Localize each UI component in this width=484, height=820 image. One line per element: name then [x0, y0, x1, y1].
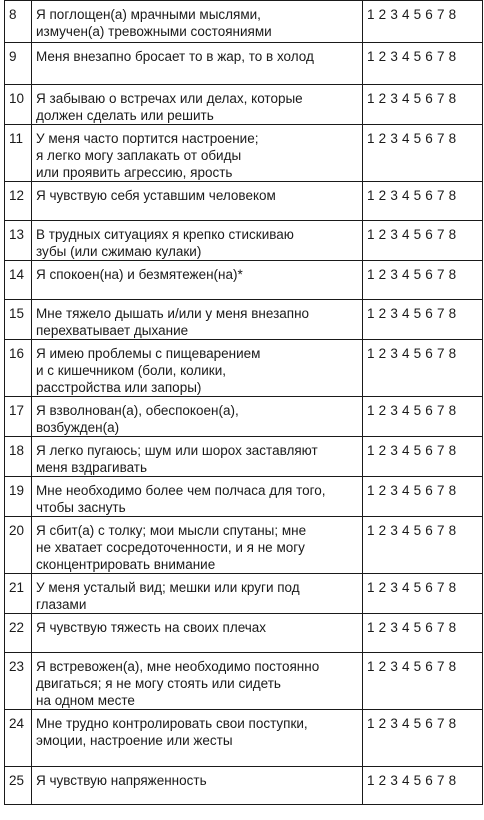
statement-line: У меня усталый вид; мешки или круги под	[36, 580, 300, 595]
item-number: 19	[5, 477, 32, 517]
item-statement	[32, 477, 363, 517]
item-number: 23	[5, 653, 32, 710]
questionnaire-row	[5, 85, 483, 125]
rating-scale: 1 2 3 4 5 6 7 8	[363, 182, 483, 221]
statement-line: на одном месте	[36, 693, 135, 708]
item-number: 9	[5, 43, 32, 85]
questionnaire-row	[5, 125, 483, 182]
statement-line: и с кишечником (боли, колики,	[36, 363, 227, 378]
statement-line: Я имею проблемы с пищеварением	[36, 346, 261, 361]
rating-scale: 1 2 3 4 5 6 7 8	[363, 710, 483, 767]
statement-line: измучен(а) тревожными состояниями	[36, 24, 272, 39]
rating-scale: 1 2 3 4 5 6 7 8	[363, 614, 483, 653]
rating-scale: 1 2 3 4 5 6 7 8	[363, 85, 483, 125]
statement-line: Я легко пугаюсь; шум или шорох заставляют	[36, 443, 318, 458]
item-statement	[32, 574, 363, 614]
statement-line: перехватывает дыхание	[36, 323, 189, 338]
item-statement	[32, 43, 363, 85]
questionnaire-row	[5, 437, 483, 477]
statement-line: зубы (или сжимаю кулаки)	[36, 244, 202, 259]
item-statement	[32, 340, 363, 397]
rating-scale: 1 2 3 4 5 6 7 8	[363, 517, 483, 574]
questionnaire-row	[5, 767, 483, 805]
statement-line: я легко могу заплакать от обиды	[36, 148, 242, 163]
statement-line: глазами	[36, 597, 87, 612]
rating-scale: 1 2 3 4 5 6 7 8	[363, 261, 483, 300]
item-number: 10	[5, 85, 32, 125]
rating-scale: 1 2 3 4 5 6 7 8	[363, 397, 483, 437]
item-statement	[32, 261, 363, 300]
item-number: 20	[5, 517, 32, 574]
rating-scale: 1 2 3 4 5 6 7 8	[363, 437, 483, 477]
questionnaire-row	[5, 300, 483, 340]
item-statement	[32, 182, 363, 221]
questionnaire-row	[5, 340, 483, 397]
rating-scale: 1 2 3 4 5 6 7 8	[363, 340, 483, 397]
item-statement	[32, 1, 363, 43]
questionnaire-row	[5, 614, 483, 653]
statement-line: возбужден(а)	[36, 420, 120, 435]
item-statement	[32, 300, 363, 340]
statement-line: Я чувствую напряженность	[36, 773, 207, 788]
item-number: 8	[5, 1, 32, 43]
statement-line: должен сделать или решить	[36, 108, 214, 123]
rating-scale: 1 2 3 4 5 6 7 8	[363, 1, 483, 43]
questionnaire-row	[5, 574, 483, 614]
statement-line: Мне необходимо более чем полчаса для того,	[36, 483, 326, 498]
statement-line: Я спокоен(на) и безмятежен(на)*	[36, 267, 243, 282]
statement-line: У меня часто портится настроение;	[36, 131, 259, 146]
statement-line: Я забываю о встречах или делах, которые	[36, 91, 303, 106]
questionnaire-rows	[5, 1, 483, 805]
item-number: 21	[5, 574, 32, 614]
questionnaire-row	[5, 43, 483, 85]
statement-line: Я встревожен(а), мне необходимо постоянно	[36, 659, 320, 674]
item-statement	[32, 437, 363, 477]
statement-line: расстройства или запоры)	[36, 380, 202, 395]
statement-line: Мне тяжело дышать и/или у меня внезапно	[36, 306, 310, 321]
questionnaire-row	[5, 182, 483, 221]
statement-line: Меня внезапно бросает то в жар, то в холод	[36, 49, 314, 64]
rating-scale: 1 2 3 4 5 6 7 8	[363, 300, 483, 340]
rating-scale: 1 2 3 4 5 6 7 8	[363, 767, 483, 805]
statement-line: Я взволнован(а), обеспокоен(а),	[36, 403, 239, 418]
item-number: 22	[5, 614, 32, 653]
item-number: 15	[5, 300, 32, 340]
statement-line: меня вздрагивать	[36, 460, 148, 475]
statement-line: Я поглощен(а) мрачными мыслями,	[36, 7, 261, 22]
item-statement	[32, 85, 363, 125]
item-statement	[32, 125, 363, 182]
statement-line: Я чувствую себя уставшим человеком	[36, 188, 276, 203]
rating-scale: 1 2 3 4 5 6 7 8	[363, 221, 483, 261]
statement-line: Мне трудно контролировать свои поступки,	[36, 716, 308, 731]
questionnaire-row	[5, 517, 483, 574]
item-number: 17	[5, 397, 32, 437]
item-statement	[32, 767, 363, 805]
item-number: 25	[5, 767, 32, 805]
rating-scale: 1 2 3 4 5 6 7 8	[363, 653, 483, 710]
item-number: 11	[5, 125, 32, 182]
questionnaire-row	[5, 477, 483, 517]
item-number: 14	[5, 261, 32, 300]
item-statement	[32, 221, 363, 261]
item-number: 18	[5, 437, 32, 477]
questionnaire-row	[5, 397, 483, 437]
item-statement	[32, 653, 363, 710]
rating-scale: 1 2 3 4 5 6 7 8	[363, 574, 483, 614]
rating-scale: 1 2 3 4 5 6 7 8	[363, 477, 483, 517]
statement-line: сконцентрировать внимание	[36, 557, 216, 572]
item-number: 24	[5, 710, 32, 767]
item-number: 12	[5, 182, 32, 221]
questionnaire-row	[5, 653, 483, 710]
statement-line: Я сбит(а) с толку; мои мысли спутаны; мне	[36, 523, 307, 538]
questionnaire-row	[5, 1, 483, 43]
item-statement	[32, 397, 363, 437]
stress-questionnaire-table	[4, 0, 483, 805]
statement-line: чтобы заснуть	[36, 500, 126, 515]
statement-line: Я чувствую тяжесть на своих плечах	[36, 620, 267, 635]
statement-line: или проявить агрессию, ярость	[36, 165, 233, 180]
questionnaire-row	[5, 710, 483, 767]
item-number: 16	[5, 340, 32, 397]
item-statement	[32, 710, 363, 767]
item-number: 13	[5, 221, 32, 261]
statement-line: В трудных ситуациях я крепко стискиваю	[36, 227, 294, 242]
statement-line: двигаться; я не могу стоять или сидеть	[36, 676, 281, 691]
questionnaire-row	[5, 261, 483, 300]
statement-line: не хватает сосредоточенности, и я не могу	[36, 540, 305, 555]
statement-line: эмоции, настроение или жесты	[36, 733, 233, 748]
item-statement	[32, 614, 363, 653]
rating-scale: 1 2 3 4 5 6 7 8	[363, 43, 483, 85]
item-statement	[32, 517, 363, 574]
rating-scale: 1 2 3 4 5 6 7 8	[363, 125, 483, 182]
questionnaire-row	[5, 221, 483, 261]
